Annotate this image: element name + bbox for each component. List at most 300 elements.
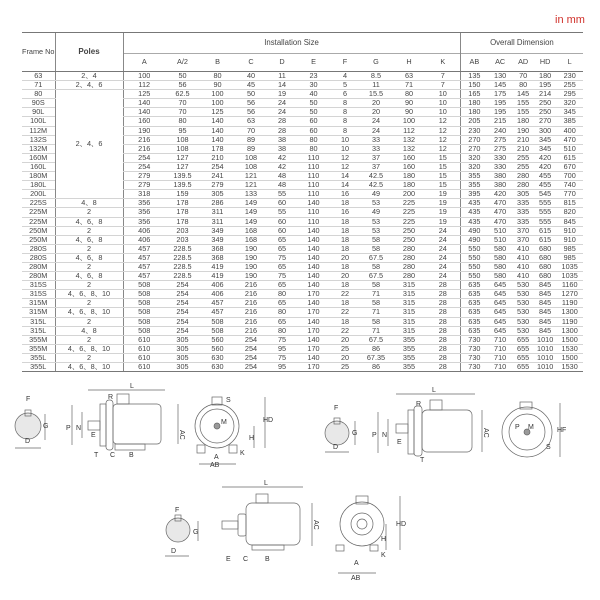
value-cell-b: 80: [200, 72, 235, 81]
frame-no-cell: 250M: [22, 235, 55, 244]
label-R: R: [108, 394, 114, 401]
value-cell-ac: 175: [488, 90, 512, 99]
value-cell-ab: 730: [460, 363, 488, 372]
value-cell-ad: 145: [512, 90, 534, 99]
table-row: [22, 299, 583, 308]
value-cell-f: 8: [330, 108, 360, 117]
value-cell-f: 18: [330, 217, 360, 226]
drawing-flange-mount: [325, 387, 566, 464]
value-cell-a: 508: [123, 281, 165, 290]
value-cell-d: 24: [267, 108, 297, 117]
value-cell-f: 8: [330, 126, 360, 135]
label-L-3: L: [264, 480, 268, 487]
col-header-a-2: A/2: [165, 54, 200, 72]
value-cell-c: 254: [235, 335, 267, 344]
value-cell-ac: 510: [488, 226, 512, 235]
value-cell-e: 140: [297, 226, 330, 235]
col-header-ad: AD: [512, 54, 534, 72]
col-header-f: F: [330, 54, 360, 72]
value-cell-h: 160: [392, 153, 426, 162]
value-cell-b: 406: [200, 290, 235, 299]
value-cell-l: 1530: [556, 344, 583, 353]
value-cell-e: 60: [297, 117, 330, 126]
value-cell-ad: 210: [512, 135, 534, 144]
value-cell-ac: 240: [488, 126, 512, 135]
value-cell-ad: 410: [512, 244, 534, 253]
value-cell-c: 89: [235, 135, 267, 144]
value-cell-a: 508: [123, 290, 165, 299]
value-cell-hd: 845: [534, 326, 556, 335]
value-cell-l: 820: [556, 208, 583, 217]
value-cell-a-2: 127: [165, 162, 200, 171]
value-cell-c: 190: [235, 253, 267, 262]
value-cell-a-2: 159: [165, 190, 200, 199]
value-cell-a: 610: [123, 335, 165, 344]
value-cell-c: 121: [235, 172, 267, 181]
value-cell-a: 216: [123, 135, 165, 144]
value-cell-d: 65: [267, 235, 297, 244]
value-cell-h: 180: [392, 172, 426, 181]
value-cell-h: 160: [392, 162, 426, 171]
value-cell-a-2: 127: [165, 153, 200, 162]
value-cell-ad: 655: [512, 344, 534, 353]
label-R-2: R: [416, 401, 422, 408]
table-row: [22, 81, 583, 90]
value-cell-e: 50: [297, 99, 330, 108]
col-header-c: C: [235, 54, 267, 72]
value-cell-f: 16: [330, 208, 360, 217]
value-cell-a-2: 305: [165, 363, 200, 372]
value-cell-ac: 145: [488, 81, 512, 90]
value-cell-f: 18: [330, 235, 360, 244]
value-cell-c: 254: [235, 363, 267, 372]
value-cell-e: 30: [297, 81, 330, 90]
value-cell-d: 95: [267, 363, 297, 372]
value-cell-g: 58: [360, 262, 392, 271]
value-cell-h: 315: [392, 281, 426, 290]
value-cell-ad: 280: [512, 172, 534, 181]
header-installation-size: Installation Size: [123, 33, 460, 54]
value-cell-k: 24: [426, 253, 460, 262]
poles-cell: 4、6、8: [55, 272, 123, 281]
frame-no-cell: 132M: [22, 144, 55, 153]
value-cell-a-2: 228.5: [165, 253, 200, 262]
label-F: F: [26, 396, 31, 403]
value-cell-k: 28: [426, 299, 460, 308]
value-cell-a: 356: [123, 217, 165, 226]
value-cell-b: 90: [200, 81, 235, 90]
value-cell-hd: 680: [534, 272, 556, 281]
label-T-2: T: [420, 457, 425, 464]
drawing-foot-flange-mount: [15, 383, 273, 469]
col-header-ac: AC: [488, 54, 512, 72]
value-cell-e: 140: [297, 317, 330, 326]
value-cell-d: 75: [267, 253, 297, 262]
table-row: [22, 308, 583, 317]
value-cell-e: 80: [297, 135, 330, 144]
header-poles: Poles: [55, 33, 123, 72]
value-cell-g: 58: [360, 244, 392, 253]
value-cell-g: 24: [360, 126, 392, 135]
value-cell-f: 25: [330, 344, 360, 353]
value-cell-h: 315: [392, 299, 426, 308]
label-E: E: [91, 432, 96, 439]
value-cell-d: 65: [267, 281, 297, 290]
value-cell-k: 19: [426, 199, 460, 208]
table-row: [22, 290, 583, 299]
value-cell-b: 457: [200, 308, 235, 317]
value-cell-d: 38: [267, 135, 297, 144]
value-cell-hd: 345: [534, 144, 556, 153]
value-cell-l: 1190: [556, 299, 583, 308]
value-cell-c: 70: [235, 126, 267, 135]
value-cell-d: 60: [267, 217, 297, 226]
value-cell-a: 406: [123, 226, 165, 235]
value-cell-d: 28: [267, 117, 297, 126]
table-row: [22, 72, 583, 81]
value-cell-d: 75: [267, 335, 297, 344]
value-cell-b: 100: [200, 99, 235, 108]
label-G-3: G: [193, 529, 199, 536]
value-cell-g: 58: [360, 235, 392, 244]
value-cell-d: 65: [267, 244, 297, 253]
value-cell-ad: 255: [512, 153, 534, 162]
value-cell-ab: 635: [460, 281, 488, 290]
value-cell-a: 457: [123, 253, 165, 262]
value-cell-e: 140: [297, 353, 330, 362]
value-cell-g: 71: [360, 326, 392, 335]
value-cell-f: 18: [330, 226, 360, 235]
value-cell-b: 419: [200, 272, 235, 281]
value-cell-e: 140: [297, 335, 330, 344]
value-cell-e: 140: [297, 299, 330, 308]
value-cell-d: 42: [267, 162, 297, 171]
frame-no-cell: 355L: [22, 353, 55, 362]
value-cell-c: 89: [235, 144, 267, 153]
value-cell-b: 140: [200, 135, 235, 144]
label-D: D: [25, 438, 31, 445]
value-cell-ab: 550: [460, 272, 488, 281]
value-cell-ad: 370: [512, 226, 534, 235]
value-cell-e: 110: [297, 208, 330, 217]
label-M-2: M: [528, 424, 534, 431]
value-cell-b: 560: [200, 344, 235, 353]
value-cell-l: 1500: [556, 353, 583, 362]
value-cell-ad: 255: [512, 162, 534, 171]
value-cell-k: 19: [426, 190, 460, 199]
value-cell-c: 108: [235, 153, 267, 162]
frame-no-cell: 315L: [22, 326, 55, 335]
poles-cell: 4、6、8: [55, 253, 123, 262]
label-P: P: [66, 425, 71, 432]
value-cell-e: 50: [297, 108, 330, 117]
label-S-2: S: [546, 444, 551, 451]
value-cell-f: 18: [330, 299, 360, 308]
value-cell-e: 170: [297, 344, 330, 353]
value-cell-b: 311: [200, 208, 235, 217]
value-cell-c: 121: [235, 181, 267, 190]
value-cell-c: 216: [235, 281, 267, 290]
value-cell-a-2: 178: [165, 199, 200, 208]
value-cell-ad: 655: [512, 353, 534, 362]
motor-dimension-drawings: [0, 375, 600, 600]
value-cell-g: 86: [360, 344, 392, 353]
table-row: [22, 199, 583, 208]
value-cell-hd: 420: [534, 153, 556, 162]
value-cell-b: 279: [200, 181, 235, 190]
value-cell-ac: 215: [488, 117, 512, 126]
value-cell-ab: 320: [460, 153, 488, 162]
value-cell-l: 910: [556, 226, 583, 235]
table-row: [22, 235, 583, 244]
value-cell-l: 985: [556, 253, 583, 262]
value-cell-ad: 655: [512, 363, 534, 372]
value-cell-hd: 545: [534, 190, 556, 199]
value-cell-h: 132: [392, 144, 426, 153]
value-cell-e: 110: [297, 162, 330, 171]
value-cell-a: 279: [123, 172, 165, 181]
poles-cell: 2: [55, 226, 123, 235]
value-cell-b: 349: [200, 235, 235, 244]
value-cell-hd: 845: [534, 281, 556, 290]
value-cell-hd: 1010: [534, 335, 556, 344]
table-row: [22, 90, 583, 99]
value-cell-ac: 645: [488, 308, 512, 317]
value-cell-a: 356: [123, 199, 165, 208]
frame-no-cell: 315L: [22, 317, 55, 326]
value-cell-b: 630: [200, 363, 235, 372]
col-header-d: D: [267, 54, 297, 72]
value-cell-l: 845: [556, 217, 583, 226]
value-cell-g: 86: [360, 363, 392, 372]
label-A: A: [214, 454, 219, 461]
label-B-3: B: [265, 556, 270, 563]
value-cell-ab: 730: [460, 353, 488, 362]
value-cell-ad: 335: [512, 199, 534, 208]
value-cell-c: 216: [235, 290, 267, 299]
value-cell-hd: 615: [534, 235, 556, 244]
table-row: [22, 363, 583, 372]
value-cell-h: 280: [392, 262, 426, 271]
value-cell-g: 37: [360, 162, 392, 171]
value-cell-ab: 180: [460, 108, 488, 117]
frame-no-cell: 90S: [22, 99, 55, 108]
side-view-3: [222, 480, 319, 563]
value-cell-h: 280: [392, 244, 426, 253]
table-row: [22, 244, 583, 253]
value-cell-ad: 155: [512, 99, 534, 108]
value-cell-c: 63: [235, 117, 267, 126]
value-cell-g: 71: [360, 308, 392, 317]
value-cell-l: 815: [556, 199, 583, 208]
value-cell-hd: 1010: [534, 353, 556, 362]
value-cell-g: 24: [360, 117, 392, 126]
value-cell-h: 315: [392, 326, 426, 335]
label-AB-3: AB: [351, 575, 361, 582]
label-P-flange: P: [372, 432, 377, 439]
value-cell-f: 18: [330, 317, 360, 326]
value-cell-k: 10: [426, 90, 460, 99]
frame-no-cell: 100L: [22, 117, 55, 126]
value-cell-e: 140: [297, 235, 330, 244]
label-G-2: G: [352, 430, 358, 437]
value-cell-f: 18: [330, 199, 360, 208]
value-cell-ab: 320: [460, 162, 488, 171]
value-cell-a: 356: [123, 208, 165, 217]
value-cell-d: 95: [267, 344, 297, 353]
value-cell-hd: 345: [534, 135, 556, 144]
value-cell-k: 15: [426, 153, 460, 162]
value-cell-b: 630: [200, 353, 235, 362]
label-P-end: P: [515, 424, 520, 431]
value-cell-e: 170: [297, 308, 330, 317]
label-AC-3: AC: [312, 520, 319, 530]
value-cell-f: 10: [330, 144, 360, 153]
value-cell-l: 700: [556, 172, 583, 181]
value-cell-a-2: 56: [165, 81, 200, 90]
value-cell-f: 12: [330, 153, 360, 162]
value-cell-hd: 1010: [534, 363, 556, 372]
value-cell-hd: 250: [534, 99, 556, 108]
value-cell-hd: 680: [534, 253, 556, 262]
poles-cell: 2: [55, 335, 123, 344]
label-C: C: [110, 452, 116, 459]
value-cell-f: 10: [330, 135, 360, 144]
value-cell-l: 1500: [556, 335, 583, 344]
value-cell-h: 355: [392, 344, 426, 353]
value-cell-a-2: 305: [165, 353, 200, 362]
value-cell-ac: 510: [488, 235, 512, 244]
value-cell-ab: 165: [460, 90, 488, 99]
value-cell-ac: 710: [488, 344, 512, 353]
value-cell-a-2: 178: [165, 208, 200, 217]
frame-no-cell: 132S: [22, 135, 55, 144]
value-cell-h: 225: [392, 199, 426, 208]
label-G: G: [43, 423, 49, 430]
value-cell-ac: 645: [488, 299, 512, 308]
value-cell-k: 28: [426, 281, 460, 290]
value-cell-a: 457: [123, 244, 165, 253]
value-cell-f: 20: [330, 272, 360, 281]
value-cell-ab: 635: [460, 308, 488, 317]
value-cell-d: 60: [267, 199, 297, 208]
value-cell-h: 90: [392, 99, 426, 108]
value-cell-hd: 555: [534, 199, 556, 208]
value-cell-ad: 530: [512, 317, 534, 326]
value-cell-g: 58: [360, 299, 392, 308]
value-cell-e: 140: [297, 262, 330, 271]
label-HF: HF: [557, 427, 567, 434]
value-cell-f: 18: [330, 244, 360, 253]
poles-cell: 4、6、8、10: [55, 344, 123, 353]
value-cell-g: 53: [360, 226, 392, 235]
value-cell-b: 368: [200, 244, 235, 253]
end-view-1: [195, 397, 273, 469]
value-cell-ab: 395: [460, 190, 488, 199]
value-cell-k: 15: [426, 172, 460, 181]
value-cell-g: 71: [360, 290, 392, 299]
value-cell-hd: 250: [534, 108, 556, 117]
label-L: L: [130, 383, 134, 390]
value-cell-e: 110: [297, 153, 330, 162]
value-cell-ad: 70: [512, 72, 534, 81]
value-cell-g: 49: [360, 208, 392, 217]
value-cell-b: 560: [200, 335, 235, 344]
value-cell-d: 55: [267, 208, 297, 217]
value-cell-e: 80: [297, 144, 330, 153]
value-cell-g: 20: [360, 108, 392, 117]
value-cell-h: 315: [392, 308, 426, 317]
value-cell-d: 75: [267, 353, 297, 362]
poles-cell: 2: [55, 262, 123, 271]
value-cell-k: 12: [426, 126, 460, 135]
value-cell-l: 1035: [556, 272, 583, 281]
table-row: [22, 253, 583, 262]
value-cell-b: 457: [200, 299, 235, 308]
poles-cell: 4、6、8、10: [55, 308, 123, 317]
value-cell-g: 49: [360, 190, 392, 199]
value-cell-a: 508: [123, 317, 165, 326]
value-cell-k: 15: [426, 162, 460, 171]
frame-no-cell: 280S: [22, 253, 55, 262]
value-cell-l: 740: [556, 181, 583, 190]
frame-no-cell: 315M: [22, 299, 55, 308]
value-cell-ac: 420: [488, 190, 512, 199]
value-cell-d: 65: [267, 299, 297, 308]
value-cell-a: 508: [123, 299, 165, 308]
value-cell-ac: 330: [488, 153, 512, 162]
value-cell-h: 71: [392, 81, 426, 90]
value-cell-e: 23: [297, 72, 330, 81]
value-cell-h: 180: [392, 181, 426, 190]
value-cell-ad: 530: [512, 281, 534, 290]
frame-no-cell: 112M: [22, 126, 55, 135]
label-AC-2: AC: [482, 428, 489, 438]
label-E-2: E: [397, 439, 402, 446]
frame-no-cell: 200L: [22, 190, 55, 199]
value-cell-h: 225: [392, 208, 426, 217]
value-cell-ad: 530: [512, 326, 534, 335]
label-F-2: F: [334, 405, 339, 412]
value-cell-c: 216: [235, 299, 267, 308]
value-cell-k: 15: [426, 181, 460, 190]
value-cell-hd: 845: [534, 317, 556, 326]
value-cell-c: 45: [235, 81, 267, 90]
value-cell-k: 28: [426, 308, 460, 317]
value-cell-e: 40: [297, 90, 330, 99]
label-HD-3: HD: [396, 521, 407, 528]
col-header-a: A: [123, 54, 165, 72]
frame-no-cell: 355L: [22, 363, 55, 372]
value-cell-g: 67.35: [360, 353, 392, 362]
label-F-3: F: [175, 507, 180, 514]
value-cell-h: 250: [392, 235, 426, 244]
value-cell-l: 1190: [556, 317, 583, 326]
header-overall-dimension: Overall Dimension: [460, 33, 583, 54]
value-cell-e: 140: [297, 199, 330, 208]
value-cell-a-2: 254: [165, 326, 200, 335]
value-cell-ac: 330: [488, 162, 512, 171]
value-cell-c: 133: [235, 190, 267, 199]
value-cell-b: 311: [200, 217, 235, 226]
value-cell-g: 67.5: [360, 253, 392, 262]
value-cell-g: 42.5: [360, 181, 392, 190]
frame-no-cell: 225M: [22, 208, 55, 217]
value-cell-d: 48: [267, 172, 297, 181]
col-header-b: B: [200, 54, 235, 72]
value-cell-h: 315: [392, 317, 426, 326]
table-row: [22, 272, 583, 281]
